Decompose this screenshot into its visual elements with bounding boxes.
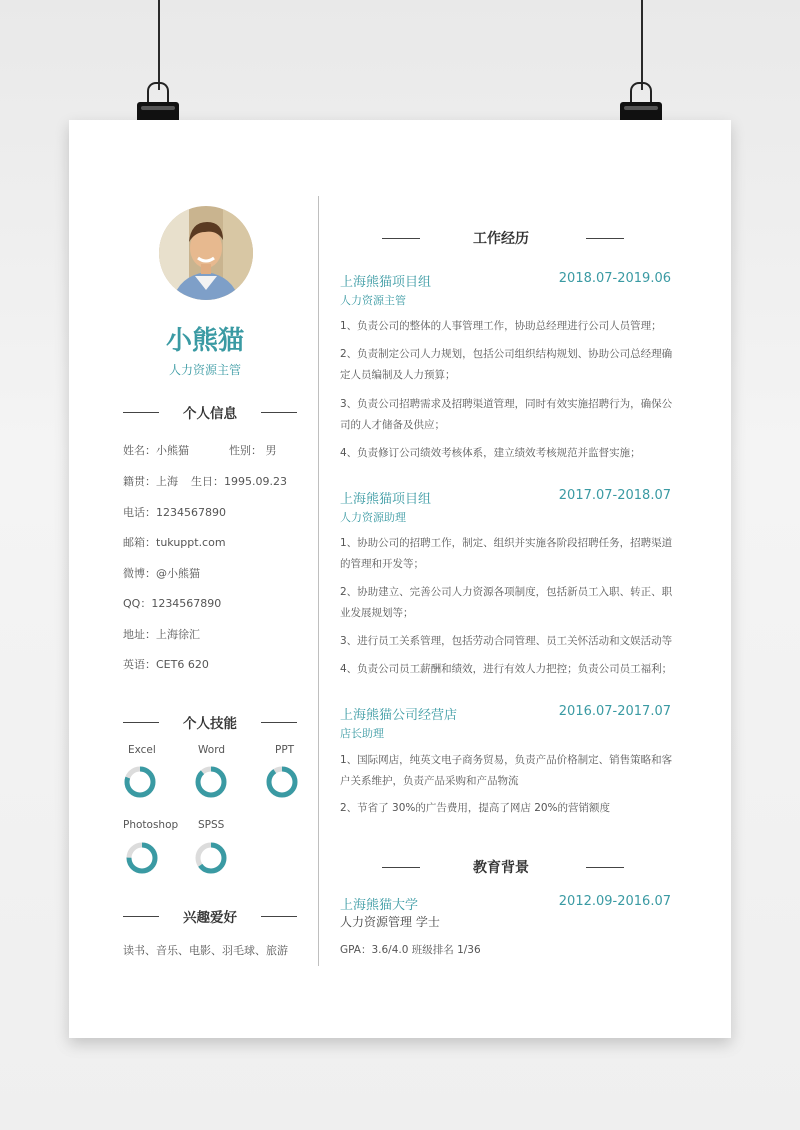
job-duty: 1、协助公司的招聘工作，制定、组织并实施各阶段招聘任务，招聘渠道的管理和开发等；: [340, 537, 673, 570]
info-origin: 籍贯：上海: [123, 475, 178, 488]
skill-ring-fill: [269, 769, 295, 795]
job-duty: 2、协助建立、完善公司人力资源各项制度，包括新员工入职、转正、职业发展规划等；: [340, 586, 673, 619]
column-divider: [318, 196, 319, 966]
resume-sheet: [69, 120, 731, 1038]
skill-label: Excel: [128, 744, 156, 756]
section-rule: [123, 412, 159, 413]
section-rule: [123, 722, 159, 723]
info-email: 邮箱：tukuppt.com: [123, 536, 226, 549]
job-org: 上海熊猫公司经营店: [340, 708, 458, 723]
personal-info-heading: 个人信息: [183, 406, 237, 422]
skill-ring-word: [194, 765, 228, 799]
job-org: 上海熊猫项目组: [340, 275, 432, 290]
skill-ring-fill: [198, 769, 224, 795]
section-rule: [382, 238, 420, 239]
info-weibo: 微博：@小熊猫: [123, 567, 200, 580]
job-duty: 1、国际网店，纯英文电子商务贸易，负责产品价格制定、销售策略和客户关系维护，负责产品采购和产品物流: [340, 754, 673, 787]
skill-label: PPT: [275, 744, 295, 756]
hobbies-text: 读书、音乐、电影、羽毛球、旅游: [123, 944, 288, 957]
info-qq: QQ：1234567890: [123, 597, 222, 610]
job-duty: 1、负责公司的整体的人事管理工作，协助总经理进行公司人员管理；: [340, 320, 662, 332]
job-date: 2016.07-2017.07: [558, 704, 671, 719]
job-date: 2018.07-2019.06: [558, 271, 671, 286]
education-heading: 教育背景: [473, 860, 529, 876]
skill-ring-spss: [194, 841, 228, 875]
section-rule: [261, 412, 297, 413]
job-role: 店长助理: [340, 727, 384, 740]
job-duty: 4、负责公司员工薪酬和绩效，进行有效人力把控；负责公司员工福利；: [340, 663, 673, 675]
skills-heading: 个人技能: [183, 716, 237, 732]
education-major: 人力资源管理 学士: [340, 915, 440, 929]
section-rule: [261, 722, 297, 723]
job-role: 人力资源助理: [340, 511, 406, 524]
section-rule: [586, 238, 624, 239]
education-gpa: GPA：3.6/4.0 班级排名 1/36: [340, 944, 481, 956]
education-date: 2012.09-2016.07: [558, 894, 671, 909]
hobbies-heading: 兴趣爱好: [183, 910, 237, 926]
skill-ring-photoshop: [125, 841, 159, 875]
info-birthday: 生日：1995.09.23: [191, 475, 287, 488]
avatar: [159, 206, 253, 300]
candidate-title: 人力资源主管: [168, 363, 241, 377]
info-gender: 性别： 男: [229, 444, 277, 457]
job-duty: 4、负责修订公司绩效考核体系，建立绩效考核规范并监督实施；: [340, 447, 641, 459]
skill-label: SPSS: [198, 819, 225, 831]
info-english: 英语：CET6 620: [123, 658, 209, 671]
skill-label: Photoshop: [123, 819, 179, 831]
job-duty: 3、负责公司招聘需求及招聘渠道管理，同时有效实施招聘行为，确保公司的人才储备及供应；: [340, 398, 673, 431]
hanging-wire-left: [158, 0, 160, 90]
skill-label: Word: [198, 744, 225, 756]
skill-ring-ppt: [265, 765, 299, 799]
job-date: 2017.07-2018.07: [558, 488, 671, 503]
job-duty: 2、节省了 30%的广告费用，提高了网店 20%的营销额度: [340, 802, 611, 814]
info-phone: 电话：1234567890: [123, 506, 226, 519]
job-role: 人力资源主管: [340, 294, 406, 307]
section-rule: [586, 867, 624, 868]
info-address: 地址：上海徐汇: [123, 628, 200, 641]
section-rule: [123, 916, 159, 917]
skill-ring-excel: [123, 765, 157, 799]
job-org: 上海熊猫项目组: [340, 492, 432, 507]
job-duty: 3、进行员工关系管理，包括劳动合同管理、员工关怀活动和文娱活动等: [340, 635, 673, 647]
info-name: 姓名：小熊猫: [123, 444, 189, 457]
work-heading: 工作经历: [473, 231, 529, 247]
candidate-name: 小熊猫: [165, 326, 244, 356]
hanging-wire-right: [641, 0, 643, 90]
section-rule: [382, 867, 420, 868]
portrait-photo: [159, 206, 253, 300]
job-duty: 2、负责制定公司人力规划，包括公司组织结构规划、协助公司总经理确定人员编制及人力预算；: [340, 348, 673, 381]
section-rule: [261, 916, 297, 917]
school-name: 上海熊猫大学: [340, 898, 419, 913]
